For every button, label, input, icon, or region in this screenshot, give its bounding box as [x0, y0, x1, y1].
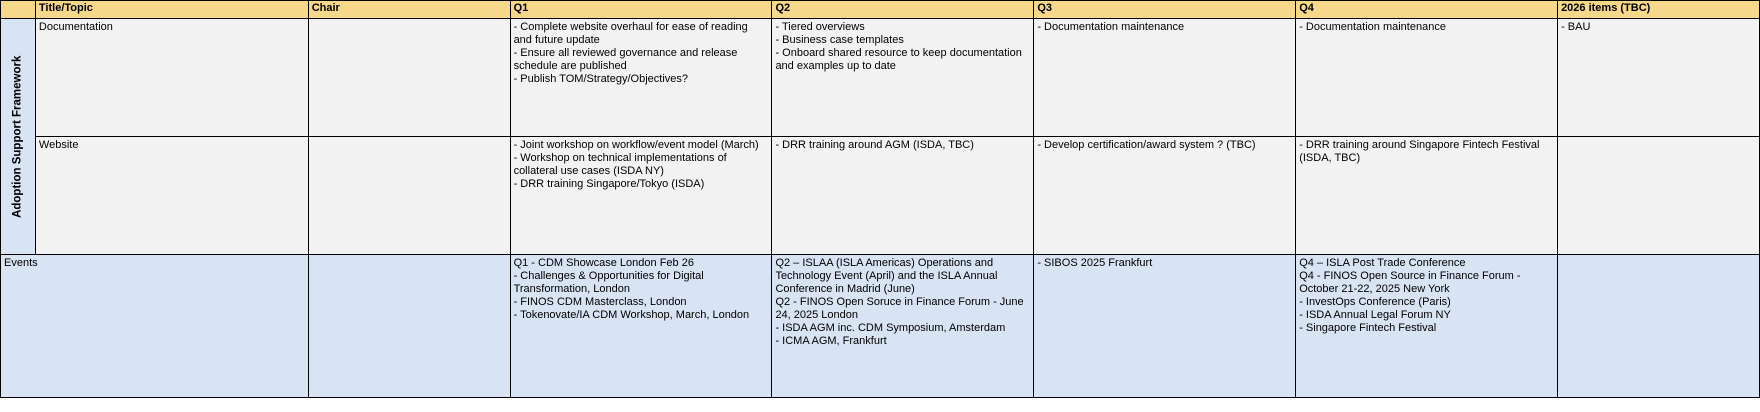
cell-website-q2 [772, 137, 1034, 255]
cell-line: - Workshop on technical implementations of collateral use cases (ISDA NY) [513, 151, 730, 177]
table-row-website [1, 137, 1760, 255]
header-cell-q3: Q3 [1034, 1, 1296, 19]
cell-line: - SIBOS 2025 Frankfurt [1037, 257, 1153, 269]
header-cell-2026-items: 2026 items (TBC) [1558, 1, 1760, 19]
cell-line: - ICMA AGM, Frankfurt [775, 334, 887, 347]
cell-line: - Tiered overviews [775, 21, 865, 33]
cell-line: - Onboard shared resource to keep documentation and examples up to date [775, 46, 1025, 72]
table-row-documentation [1, 19, 1760, 137]
cell-line: - Complete website overhaul for ease of reading and future update [513, 21, 751, 46]
cell-line: - BAU [1561, 21, 1591, 33]
cell-line: - Documentation maintenance [1037, 21, 1185, 33]
row-label-documentation: Documentation [35, 19, 308, 137]
cell-line: - ISDA AGM inc. CDM Symposium, Amsterdam [775, 321, 1006, 334]
cell-documentation-chair [308, 19, 510, 137]
cell-line: - DRR training around Singapore Fintech Festival (ISDA, TBC) [1299, 139, 1543, 164]
cell-documentation-q2 [772, 19, 1034, 137]
cell-website-q3 [1034, 137, 1296, 255]
section-label-text: Adoption Support Framework [11, 55, 24, 218]
cell-line: - Develop certification/award system ? (TBC) [1037, 139, 1256, 151]
cell-line: Q2 – ISLAA (ISLA Americas) Operations and Technology Event (April) and the ISLA Annual Conference in Madrid (June) [775, 257, 1001, 295]
cell-line: - InvestOps Conference (Paris) [1299, 295, 1451, 308]
cell-line: - ISDA Annual Legal Forum NY [1299, 308, 1451, 321]
row-label-website: Website [35, 137, 308, 255]
section-label-adoption-support-framework [1, 19, 36, 255]
cell-line: - Tokenovate/IA CDM Workshop, March, London [513, 308, 750, 321]
table-row-events [1, 255, 1760, 398]
cell-line: Q2 - FINOS Open Soruce in Finance Forum - June 24, 2025 London [775, 295, 1027, 321]
cell-line: Q1 - CDM Showcase London Feb 26 [513, 257, 694, 269]
cell-line: Q4 – ISLA Post Trade Conference [1299, 257, 1466, 269]
header-cell-q4: Q4 [1296, 1, 1558, 19]
cell-events-q3 [1034, 255, 1296, 398]
header-cell-q1: Q1 [510, 1, 772, 19]
cell-line: - Business case templates [775, 33, 904, 46]
cell-events-2026 [1558, 255, 1760, 398]
cell-documentation-q1 [510, 19, 772, 137]
cell-line: - Ensure all reviewed governance and release schedule are published [513, 46, 741, 72]
cell-line: - FINOS CDM Masterclass, London [513, 295, 687, 308]
cell-line: - Singapore Fintech Festival [1299, 321, 1437, 334]
cell-line: - Joint workshop on workflow/event model (March) [513, 139, 759, 151]
cell-line: - Documentation maintenance [1299, 21, 1446, 33]
cell-website-q4 [1296, 137, 1558, 255]
header-cell-chair: Chair [308, 1, 510, 19]
cell-documentation-q4 [1296, 19, 1558, 137]
cell-events-q1 [510, 255, 772, 398]
cell-website-chair [308, 137, 510, 255]
cell-line: - DRR training around AGM (ISDA, TBC) [775, 139, 974, 151]
cell-website-q1 [510, 137, 772, 255]
header-cell-title-topic: Title/Topic [35, 1, 308, 19]
cell-documentation-q3 [1034, 19, 1296, 137]
cell-events-chair [308, 255, 510, 398]
cell-line: - Challenges & Opportunities for Digital Transformation, London [513, 269, 707, 295]
cell-line: - DRR training Singapore/Tokyo (ISDA) [513, 177, 705, 190]
cell-line: Q4 - FINOS Open Source in Finance Forum - October 21-22, 2025 New York [1299, 269, 1524, 295]
table-header-row [1, 1, 1760, 19]
cell-events-q4 [1296, 255, 1558, 398]
cell-website-2026 [1558, 137, 1760, 255]
cell-events-q2 [772, 255, 1034, 398]
header-cell-q2: Q2 [772, 1, 1034, 19]
cell-line: - Publish TOM/Strategy/Objectives? [513, 72, 689, 85]
row-label-events: Events [1, 255, 309, 398]
cell-documentation-2026 [1558, 19, 1760, 137]
header-cell-blank [1, 1, 36, 19]
